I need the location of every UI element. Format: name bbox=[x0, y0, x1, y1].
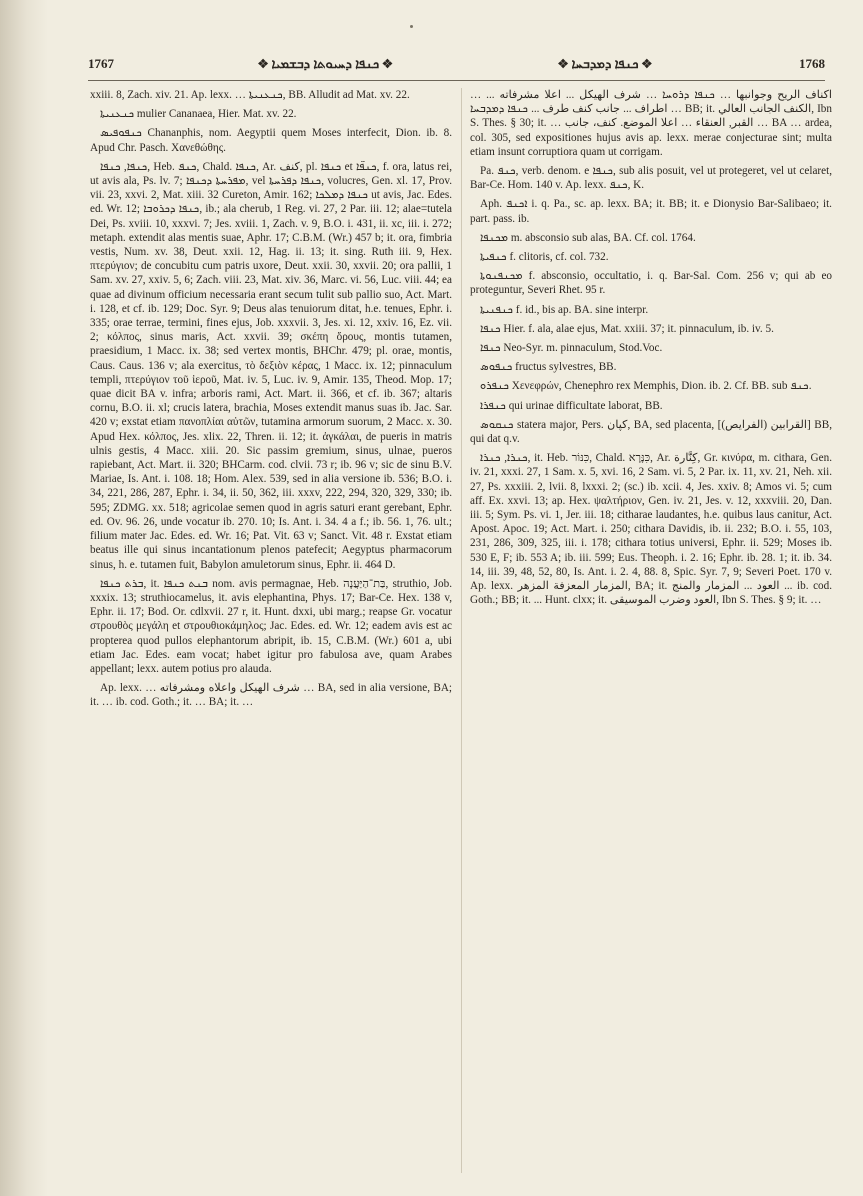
dictionary-entry: ܡܟܢܦܐ m. absconsio sub alas, BA. Cf. col. 1764. bbox=[480, 231, 696, 244]
dictionary-entry: ܟܢܦܐ, ܟܢܦܐ, Heb. ܟܢܦ, Chald. ܟܢܦܐ, Ar. كنف, pl. ܟܢܦܐ et ܟܢܦ̈ܐ, f. ora, latus rei, ut avis ala, Ps. lv. 7; ܡܦܪܚܬܐ ܕܟܢܦܐ, vel ܟܢܦܐ ܕܦܪܚܬܐ, volucres, Gen. xl. 17, Prov. vii. 23, xxvi. 2, Mat. xiii. 32 Cureton, Amir. 162; ܟܢܦܐ ܕܡܠܟܐ ut avis, Jac. Edes. ed. Wr. 12; ܟܢܦܐ ܕܟܪܘܒܐ, ib.; ala cherub, 1 Reg. vi. 27, 2 Par. iii. 12; alae=tutela Dei, Ps. xviii. 10, xxxvi. 7; Jes. xviii. 1, Zach. v. 9, B.O. i. 431, ii. xc, iii. i. 272; metaph. extendit alas mentis suae, Aphr. 17; C.B.M. (Wr.) 457 b; it. ora, fimbria vestis, Num. xv. 38, Deut. xxii. 12, Hag. ii. 13; it. sing. Ruth iii. 9, Hex. πτερύγιον; de concubitu cum patris uxore, Deut. xxii. 30, xxvii. 20; ora pallii, 1 Sam. xv. 27, xxiv. 5, 6; Zach. viii. 23, Mat. xiv. 36, Marc. vi. 56, Luc. viii. 44; ea quae ad divinum officium necessaria erant secum tulit sub pallio suo, Act. Mart. i. 128, et cf. ib. 129; Doc. Syr. 9; Deus alas tenuiorum ditat, h.e. tenues, Ephr. i. 335; orae terrae, termini, fines ejus, Job. xxxvii. 3, Jes. xi. 12, xxiv. 16, Ez. vii. 2; κόλπος, sinus maris, Act. xxvii. 39; σκέπη ὄρους, montis tutamen, praesidium, 1 Macc. ix. 38; sed vertex montis, BHChr. 479; pl. orae, montis, Caus. Caus. 136 v; ala exercitus, τὸ δεξιὸν κέρας, 1 Macc. ix. 12; pinnaculum templi, πτερύγιον τοῦ ἱεροῦ, Mat. iv. 5, Luc. iv. 9, Amir. 135, Theod. Mop. 17; quae dicit BA v. infra; arboris rami, Act. Mart. ii. 366, et cf. ib. 367; altaris cornu, B.O. ii. xl; crucis latera, brachia, Moses extendit manus suas ib. Jac. Sar. 420 v; exstat etiam πανοπλίαι αὐτῶν, tutamina armorum suorum, 2 Macc. x. 30. Apud Hex. κόλπος, Jes. xlix. 22, Thren. ii. 12; it. ἀγκάλαι, de pueris in matris ulnis gestis, 4 Macc. xiii. 20. Sic passim gremium, sinus, ulnae, pueros rapiebant, Act. Mart. ii. 320; BHCarm. cod. clvii. 73 r; ib. 96 v; sic de sinu B.V. Mariae, Is. Ant. i. 108. 18; Hom. Alex. 539, sed in alia versione ib. 536; B.O. i. 34, 221, 286, 287, Ephr. i. 34, ii. 50, 362, iii. xxxv, 222, 294, 320, 329, 330; ib. 595; ZDMG. xx. 518; agricolae semen quod in agris saturi erant gerebant, Ephr. ed. Ov. 96. 26, unde vocatur ib. 270. 10; Is. Ant. i. 34. 4 a f.; ib. 56. 1, 76. ult.; filium mater Jac. Edes. ed. Wr. 16; Pat. Vit. 63 v; Sanct. Vit. 48 r. Exstat etiam beatus ille qui sinus incantationum plenos patefecit; Aegyptus pharmacorum sinus, h. e. tutamen fuit, Babylon amuletorum sinus, Ephr. ii. 464 D. bbox=[90, 160, 452, 571]
column-divider bbox=[461, 88, 462, 1173]
dictionary-entry: ܟܢܦܝܬܐ f. clitoris, cf. col. 732. bbox=[480, 251, 609, 264]
dictionary-entry: Ap. lexx. … شرف الهيكل واعلاه ومشرفاته … BA, sed in alia versione, BA; it. … ib. cod. Goth.; it. … BA; it. … bbox=[90, 682, 452, 709]
dictionary-entry: ܟܢܦܐ Hier. f. ala, alae ejus, Mat. xxiii. 37; it. pinnaculum, ib. iv. 5. bbox=[480, 322, 774, 335]
dictionary-entry: ܟܢܦܪܘ Χενεφρών, Chenephro rex Memphis, Dion. ib. 2. Cf. BB. sub ܟܢܦ. bbox=[480, 380, 812, 393]
dictionary-entry: ܒܪܬ ܟܢܦܐ, it. ܒܢܬ ܟܢܦܐ nom. avis permagnae, Heb. בַּת־הַיַּעֲנָה, struthio, Job. xxxix. 13; struthiocamelus, it. avis elephantina, Phys. 17; Bar-Ce. Hex. 138 v, Ephr. ii. 17; Bod. Or. cdlxvii. 27 r, it. Hunt. dxxi, ubi marg.; reapse Gr. vocatur στρουθὸς μεγάλη et στρουθιοκάμηλος; Jac. Edes. ed. Wr. 12; eadem avis est ac propterea quod pullos elephantorum abripit, ib. 15, C.B.M. (Wr.) 601 a, ubi etiam Jac. Edes. eam vocat; habet igitur pro fabulosa ave, quam Arabes appellant; lexx. autem potius pro alauda. bbox=[90, 577, 452, 675]
dictionary-entry: Aph. ܐܟܢܦ i. q. Pa., sc. ap. lexx. BA; it. BB; it. e Dionysio Bar-Salibaeo; it. part. pass. ib. bbox=[470, 198, 832, 225]
header-rule bbox=[88, 80, 825, 81]
page-number-right: 1768 bbox=[799, 56, 825, 71]
dictionary-entry: ܟܢܥܢܝܬܐ mulier Cananaea, Hier. Mat. xv. 22. bbox=[100, 108, 297, 121]
dictionary-entry: Pa. ܟܢܦ, verb. denom. e ܟܢܦܐ, sub alis posuit, vel ut protegeret, vel ut celaret, Bar-Ce. Hom. 140 v. Ap. lexx. ܟܢܦ, K. bbox=[470, 165, 832, 192]
right-column bbox=[470, 88, 832, 1173]
dictionary-entry: ܟܢܦܘܦܝܣ Chananphis, nom. Aegyptii quem Moses interfecit, Dion. ib. 8. Apud Chr. Pasch. Χανεθώθης. bbox=[90, 127, 452, 154]
running-heading-left: ❖ ܟܢܦܐ ܕܚܝܘܬܐ ܕܒܫܡܝܐ ❖ bbox=[258, 56, 393, 71]
dictionary-entry: ܟܢܦܐ Neo-Syr. m. pinnaculum, Stod.Voc. bbox=[480, 342, 663, 355]
dictionary-entry: ܟܢܦܘܣ fructus sylvestres, BB. bbox=[480, 361, 617, 374]
dictionary-entry: ܟܢܦܪܐ qui urinae difficultate laborat, BB. bbox=[480, 399, 663, 412]
running-heading-right: ❖ ܟܢܦܐ ܕܡܕܒܚܐ ❖ bbox=[558, 56, 652, 71]
left-column bbox=[90, 88, 452, 1173]
dictionary-entry: ܟܢܦܢܝܬܐ f. id., bis ap. BA. sine interpr. bbox=[480, 303, 649, 316]
dictionary-entry: … اكناف الريح وجوانبها … ܟܢܦܐ ܕܪܘܚܐ … شرف الهيكل ... اعلا مشرفاته ... اطراف ... جانب كنف طرف ... ܟܢܦܐ ܕܡܕܒܚܐ … BB; it. الكنف الجانب العالي, Ibn S. Thes. § 30; it. … القبر, العنقاء … اعلا الموضع. كنف، جانب … BA … ardea, col. 305, sed expositiones hujus avis ap. lexx. merae conjecturae sint; multa etiam insunt corruptiora quam ut corrigam. bbox=[470, 89, 832, 158]
dictionary-entry: ܟܢܩܘܣ statera major, Pers. كپان, BA, sed placenta, [القرابين (الفرايص)] BB, qui dat q.v. bbox=[470, 418, 832, 446]
book-gutter-shadow bbox=[0, 0, 48, 1196]
dictionary-entry: ܟܢܪܐ, ܟܢܪܐ, it. Heb. כִּנּוֹר, Chald. כִּנָּרָא, Ar. كِنَّارة, Gr. κινύρα, m. cithara, Gen. iv. 21, xxxi. 27, 1 Sam. x. 5, xvi. 16, 2 Sam. vi. 5, 2 Par. ix. 11, xv. 21, Neh. xii. 27, Ps. xxxiii. 2, lvii. 8, lxxxi. 2; (sc.) ib. xcii. 4, Jes. xxiv. 8; Amos vi. 5; cum aff. Ex. xxvi. 13; ap. Hex. ψαλτήριον, Gen. iv. 21, Jes. v. 12, xxxviii. 20, Dan. iii. 5; Sym. Ps. vi. 1, Jer. iii. 18; citharae laudantes, h.e. quibus laus canitur, Act. Apost. Apoc. 19; Act. Mart. i. 250; cithara Davidis, ib. ii. 232; B.O. i. 55, 103, 231, 286, 309, 325, iii. i. 178; cithara totius universi, Ephr. ii. 529; Moses ib. 530 E, F; ib. 553 A; ib. iii. 599; Eus. Theoph. i. 2. 16; Ephr. ib. 28. 1; it. ib. 34. 14, iii. 39, 48, 52, 80, Is. Ant. i. 2. 4, 88. 8, Spic. Syr. 7, 9; Severi Poet. 170 v. Ap. lexx. المزمار المعزفة المزهر, BA; it. العود ... المزمار والمنج ... ib. cod. Goth.; BB; it. ... Hunt. clxx; it. العود وضرب الموسيقى, Ibn S. Thes. § 9; it. … bbox=[470, 452, 832, 607]
page-number-left: 1767 bbox=[88, 56, 114, 71]
running-header bbox=[88, 50, 825, 76]
page-speck bbox=[410, 25, 413, 28]
dictionary-entry: xxiii. 8, Zach. xiv. 21. Ap. lexx. … ܟܢܥܢܝܬܐ, BB. Alludit ad Mat. xv. 22. bbox=[90, 89, 410, 101]
dictionary-entry: ܡܟܢܦܢܘܬܐ f. absconsio, occultatio, i. q. Bar-Sal. Com. 256 v; qui ab eo proteguntur, Severi Rhet. 95 r. bbox=[470, 270, 832, 297]
